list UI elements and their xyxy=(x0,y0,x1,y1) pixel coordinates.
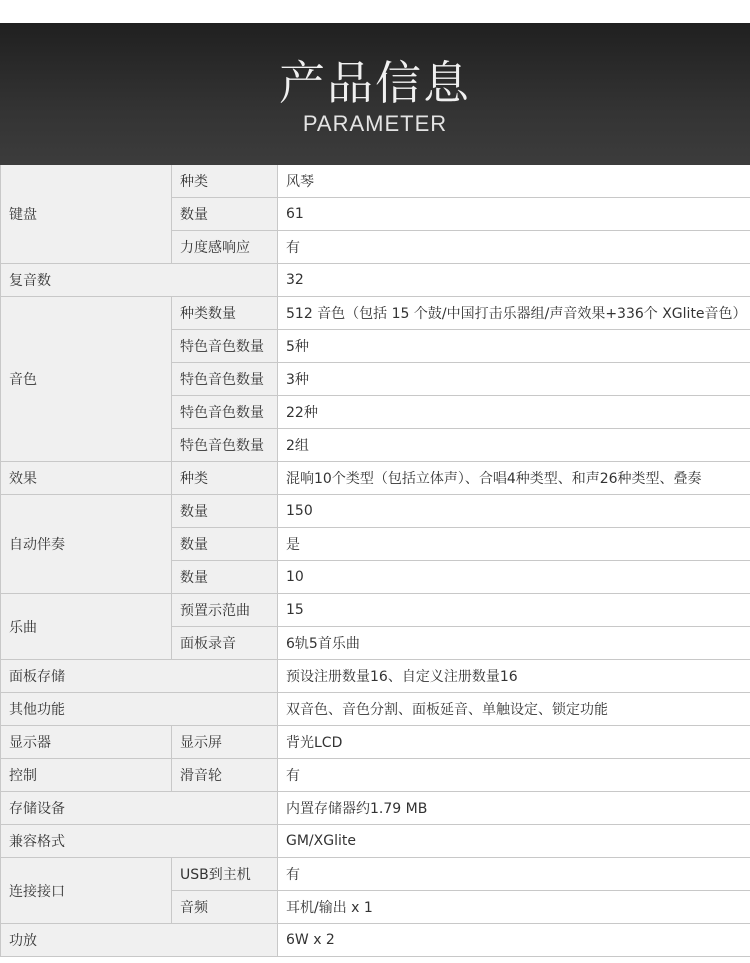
value-cell: 耳机/输出 x 1 xyxy=(278,891,750,924)
page-title: 产品信息 xyxy=(279,56,471,110)
value-cell: 是 xyxy=(278,528,750,561)
value-cell: 预设注册数量16、自定义注册数量16 xyxy=(278,660,750,693)
subcategory-cell: 特色音色数量 xyxy=(172,363,278,396)
table-row xyxy=(1,759,750,792)
category-cell: 控制 xyxy=(1,759,172,792)
value-cell: 2组 xyxy=(278,429,750,462)
value-cell: 风琴 xyxy=(278,165,750,198)
value-cell: 61 xyxy=(278,198,750,231)
page-subtitle: PARAMETER xyxy=(302,111,448,136)
value-cell: 双音色、音色分割、面板延音、单触设定、锁定功能 xyxy=(278,693,750,726)
subcategory-cell: 数量 xyxy=(172,561,278,594)
subcategory-cell: 种类 xyxy=(172,462,278,495)
category-cell: 功放 xyxy=(1,924,278,957)
value-cell: 10 xyxy=(278,561,750,594)
value-cell: 512 音色（包括 15 个鼓/中国打击乐器组/声音效果+336个 XGlite音色） xyxy=(278,297,750,330)
subcategory-cell: 音频 xyxy=(172,891,278,924)
category-cell: 连接接口 xyxy=(1,858,172,924)
subcategory-cell: 预置示范曲 xyxy=(172,594,278,627)
value-cell: GM/XGlite xyxy=(278,825,750,858)
subcategory-cell: 数量 xyxy=(172,528,278,561)
table-row xyxy=(1,297,750,330)
table-row xyxy=(1,792,750,825)
subcategory-cell: 面板录音 xyxy=(172,627,278,660)
category-cell: 音色 xyxy=(1,297,172,462)
value-cell: 有 xyxy=(278,759,750,792)
category-cell: 乐曲 xyxy=(1,594,172,660)
subcategory-cell: 特色音色数量 xyxy=(172,429,278,462)
subcategory-cell: 数量 xyxy=(172,495,278,528)
subcategory-cell: 特色音色数量 xyxy=(172,330,278,363)
subcategory-cell: 力度感响应 xyxy=(172,231,278,264)
value-cell: 背光LCD xyxy=(278,726,750,759)
category-cell: 其他功能 xyxy=(1,693,278,726)
value-cell: 15 xyxy=(278,594,750,627)
table-row xyxy=(1,858,750,891)
category-cell: 自动伴奏 xyxy=(1,495,172,594)
table-row xyxy=(1,825,750,858)
category-cell: 效果 xyxy=(1,462,172,495)
category-cell: 键盘 xyxy=(1,165,172,264)
header-banner xyxy=(0,23,750,165)
category-cell: 显示器 xyxy=(1,726,172,759)
subcategory-cell: 种类数量 xyxy=(172,297,278,330)
value-cell: 6W x 2 xyxy=(278,924,750,957)
subcategory-cell: 种类 xyxy=(172,165,278,198)
value-cell: 有 xyxy=(278,231,750,264)
value-cell: 3种 xyxy=(278,363,750,396)
subcategory-cell: 数量 xyxy=(172,198,278,231)
value-cell: 内置存储器约1.79 MB xyxy=(278,792,750,825)
category-cell: 兼容格式 xyxy=(1,825,278,858)
category-cell: 面板存储 xyxy=(1,660,278,693)
table-row xyxy=(1,726,750,759)
value-cell: 6轨5首乐曲 xyxy=(278,627,750,660)
table-row xyxy=(1,264,750,297)
subcategory-cell: 显示屏 xyxy=(172,726,278,759)
value-cell: 有 xyxy=(278,858,750,891)
spec-table xyxy=(0,165,750,957)
table-row xyxy=(1,495,750,528)
table-row xyxy=(1,462,750,495)
value-cell: 150 xyxy=(278,495,750,528)
subcategory-cell: USB到主机 xyxy=(172,858,278,891)
category-cell: 存储设备 xyxy=(1,792,278,825)
value-cell: 32 xyxy=(278,264,750,297)
table-row xyxy=(1,693,750,726)
table-row xyxy=(1,660,750,693)
value-cell: 22种 xyxy=(278,396,750,429)
subcategory-cell: 滑音轮 xyxy=(172,759,278,792)
value-cell: 5种 xyxy=(278,330,750,363)
table-row xyxy=(1,165,750,198)
subcategory-cell: 特色音色数量 xyxy=(172,396,278,429)
top-margin xyxy=(0,0,750,23)
table-row xyxy=(1,924,750,957)
value-cell: 混响10个类型（包括立体声）、合唱4种类型、和声26种类型、叠奏 xyxy=(278,462,750,495)
category-cell: 复音数 xyxy=(1,264,278,297)
table-row xyxy=(1,594,750,627)
